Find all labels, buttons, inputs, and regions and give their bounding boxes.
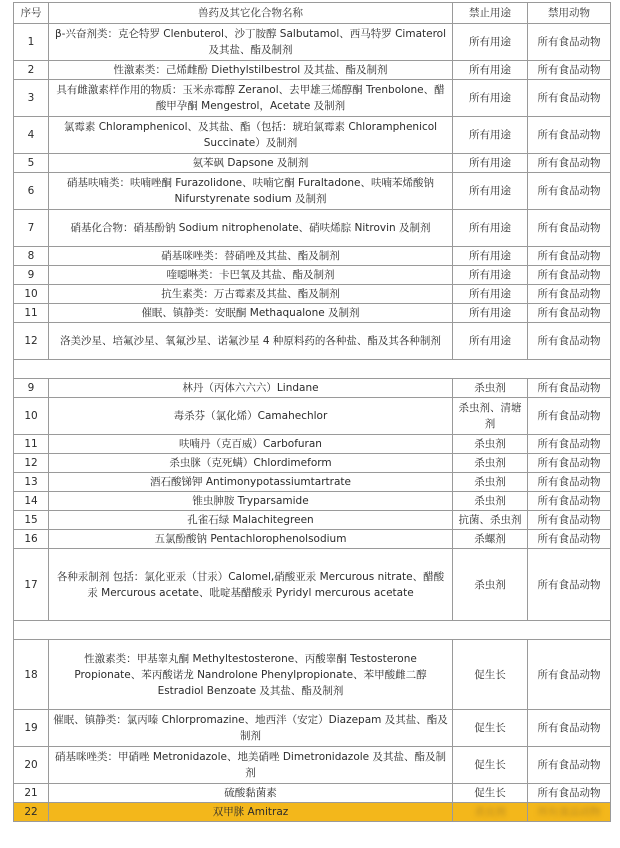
table-row bbox=[14, 323, 611, 360]
row-no: 15 bbox=[14, 511, 49, 530]
row-use: 所有用途 bbox=[453, 323, 528, 360]
table-row bbox=[14, 492, 611, 511]
row-use: 所有用途 bbox=[453, 117, 528, 154]
table-row bbox=[14, 435, 611, 454]
row-no: 22 bbox=[14, 803, 49, 822]
row-no: 1 bbox=[14, 24, 49, 61]
row-name: 呋喃丹（克百威）Carbofuran bbox=[49, 435, 453, 454]
row-name: 氯霉素 Chloramphenicol、及其盐、酯（包括：琥珀氯霉素 Chloramphenicol Succinate）及制剂 bbox=[49, 117, 453, 154]
table-row bbox=[14, 266, 611, 285]
row-use: 所有用途 bbox=[453, 304, 528, 323]
row-no: 3 bbox=[14, 80, 49, 117]
row-no: 8 bbox=[14, 247, 49, 266]
row-use: 抗菌、杀虫剂 bbox=[453, 511, 528, 530]
row-animal: 所有食品动物 bbox=[528, 285, 611, 304]
row-animal: 所有食品动物 bbox=[528, 398, 611, 435]
table-row bbox=[14, 549, 611, 621]
row-no: 16 bbox=[14, 530, 49, 549]
header-no: 序号 bbox=[14, 3, 49, 24]
row-animal: 所有食品动物 bbox=[528, 710, 611, 747]
table-row bbox=[14, 210, 611, 247]
row-animal: 所有食品动物 bbox=[528, 304, 611, 323]
row-name: 酒石酸锑钾 Antimonypotassiumtartrate bbox=[49, 473, 453, 492]
row-use: 所有用途 bbox=[453, 24, 528, 61]
row-animal: 所有食品动物 bbox=[528, 784, 611, 803]
row-use: 杀虫剂 bbox=[453, 379, 528, 398]
section-gap-row bbox=[14, 360, 611, 379]
row-use: 杀虫剂 bbox=[453, 549, 528, 621]
table-row bbox=[14, 24, 611, 61]
row-animal: 所有食品动物 bbox=[528, 530, 611, 549]
row-no: 10 bbox=[14, 285, 49, 304]
row-use: 所有用途 bbox=[453, 247, 528, 266]
row-no: 20 bbox=[14, 747, 49, 784]
row-use: 所有用途 bbox=[453, 154, 528, 173]
row-animal: 所有食品动物 bbox=[528, 454, 611, 473]
row-name: 性激素类：己烯雌酚 Diethylstilbestrol 及其盐、酯及制剂 bbox=[49, 61, 453, 80]
banned-veterinary-drugs-table bbox=[13, 2, 611, 822]
table-row bbox=[14, 80, 611, 117]
row-animal: 所有食品动物 bbox=[528, 803, 611, 822]
row-animal: 所有食品动物 bbox=[528, 61, 611, 80]
table-row bbox=[14, 511, 611, 530]
row-no: 21 bbox=[14, 784, 49, 803]
table-row bbox=[14, 473, 611, 492]
row-animal: 所有食品动物 bbox=[528, 247, 611, 266]
row-animal: 所有食品动物 bbox=[528, 210, 611, 247]
table-row bbox=[14, 454, 611, 473]
table-row bbox=[14, 747, 611, 784]
row-name: 性激素类：甲基睾丸酮 Methyltestosterone、丙酸睾酮 Testosterone Propionate、苯丙酸诺龙 Nandrolone Phenylpropionate、苯甲酸雌二醇 Estradiol Benzoate 及其盐、酯及制剂 bbox=[49, 640, 453, 710]
row-name: 孔雀石绿 Malachitegreen bbox=[49, 511, 453, 530]
row-animal: 所有食品动物 bbox=[528, 266, 611, 285]
row-no: 5 bbox=[14, 154, 49, 173]
row-no: 12 bbox=[14, 323, 49, 360]
row-animal: 所有食品动物 bbox=[528, 747, 611, 784]
row-no: 10 bbox=[14, 398, 49, 435]
header-use: 禁止用途 bbox=[453, 3, 528, 24]
row-animal: 所有食品动物 bbox=[528, 492, 611, 511]
row-use: 杀虫剂 bbox=[453, 435, 528, 454]
table-header-row bbox=[14, 3, 611, 24]
row-use: 所有用途 bbox=[453, 173, 528, 210]
row-name: β-兴奋剂类：克仑特罗 Clenbuterol、沙丁胺醇 Salbutamol、西马特罗 Cimaterol 及其盐、酯及制剂 bbox=[49, 24, 453, 61]
row-no: 17 bbox=[14, 549, 49, 621]
row-use: 所有用途 bbox=[453, 80, 528, 117]
row-no: 18 bbox=[14, 640, 49, 710]
row-use: 促生长 bbox=[453, 784, 528, 803]
row-no: 6 bbox=[14, 173, 49, 210]
table-row bbox=[14, 710, 611, 747]
row-name: 抗生素类：万古霉素及其盐、酯及制剂 bbox=[49, 285, 453, 304]
row-name: 氨苯砜 Dapsone 及制剂 bbox=[49, 154, 453, 173]
row-name: 硝基咪唑类：替硝唑及其盐、酯及制剂 bbox=[49, 247, 453, 266]
header-animal: 禁用动物 bbox=[528, 3, 611, 24]
section-gap-row bbox=[14, 621, 611, 640]
table-row bbox=[14, 247, 611, 266]
row-no: 19 bbox=[14, 710, 49, 747]
row-name: 具有雌激素样作用的物质：玉米赤霉醇 Zeranol、去甲雄三烯醇酮 Trenbolone、醋酸甲孕酮 Mengestrol，Acetate 及制剂 bbox=[49, 80, 453, 117]
row-no: 9 bbox=[14, 266, 49, 285]
row-use: 所有用途 bbox=[453, 210, 528, 247]
row-name: 五氯酚酸钠 Pentachlorophenolsodium bbox=[49, 530, 453, 549]
row-use: 杀虫剂 bbox=[453, 803, 528, 822]
table-row bbox=[14, 379, 611, 398]
row-animal: 所有食品动物 bbox=[528, 640, 611, 710]
row-animal: 所有食品动物 bbox=[528, 117, 611, 154]
row-name: 洛美沙星、培氟沙星、氧氟沙星、诺氟沙星 4 种原料药的各种盐、酯及其各种制剂 bbox=[49, 323, 453, 360]
row-name: 硝基咪唑类：甲硝唑 Metronidazole、地美硝唑 Dimetronidazole 及其盐、酯及制剂 bbox=[49, 747, 453, 784]
row-name: 硝基呋喃类：呋喃唑酮 Furazolidone、呋喃它酮 Furaltadone、呋喃苯烯酸钠 Nifurstyrenate sodium 及制剂 bbox=[49, 173, 453, 210]
table-row bbox=[14, 530, 611, 549]
row-use: 杀螺剂 bbox=[453, 530, 528, 549]
row-animal: 所有食品动物 bbox=[528, 473, 611, 492]
row-name: 硫酸黏菌素 bbox=[49, 784, 453, 803]
row-name: 催眠、镇静类：氯丙嗪 Chlorpromazine、地西泮（安定）Diazepam 及其盐、酯及制剂 bbox=[49, 710, 453, 747]
table-row bbox=[14, 154, 611, 173]
row-no: 9 bbox=[14, 379, 49, 398]
row-name: 催眠、镇静类：安眠酮 Methaqualone 及制剂 bbox=[49, 304, 453, 323]
row-no: 2 bbox=[14, 61, 49, 80]
section-gap-cell bbox=[14, 360, 611, 379]
row-animal: 所有食品动物 bbox=[528, 323, 611, 360]
row-animal: 所有食品动物 bbox=[528, 24, 611, 61]
row-name: 杀虫脒（克死螨）Chlordimeform bbox=[49, 454, 453, 473]
row-no: 11 bbox=[14, 435, 49, 454]
row-name: 毒杀芬（氯化烯）Camahechlor bbox=[49, 398, 453, 435]
row-use: 杀虫剂、清塘剂 bbox=[453, 398, 528, 435]
row-use: 促生长 bbox=[453, 747, 528, 784]
row-use: 所有用途 bbox=[453, 61, 528, 80]
row-no: 13 bbox=[14, 473, 49, 492]
row-name: 双甲脒 Amitraz bbox=[49, 803, 453, 822]
row-no: 7 bbox=[14, 210, 49, 247]
row-use: 杀虫剂 bbox=[453, 492, 528, 511]
row-use: 促生长 bbox=[453, 640, 528, 710]
row-name: 硝基化合物：硝基酚钠 Sodium nitrophenolate、硝呋烯腙 Nitrovin 及制剂 bbox=[49, 210, 453, 247]
row-name: 各种汞制剂 包括：氯化亚汞（甘汞）Calomel,硝酸亚汞 Mercurous nitrate、醋酸汞 Mercurous acetate、吡啶基醋酸汞 Pyridyl mercurous acetate bbox=[49, 549, 453, 621]
table-row-highlighted bbox=[14, 803, 611, 822]
row-use: 所有用途 bbox=[453, 285, 528, 304]
table-row bbox=[14, 640, 611, 710]
row-name: 锥虫胂胺 Tryparsamide bbox=[49, 492, 453, 511]
row-animal: 所有食品动物 bbox=[528, 511, 611, 530]
table-row bbox=[14, 398, 611, 435]
row-name: 林丹（丙体六六六）Lindane bbox=[49, 379, 453, 398]
row-use: 促生长 bbox=[453, 710, 528, 747]
drug-ban-table-wrapper bbox=[13, 2, 610, 822]
table-row bbox=[14, 304, 611, 323]
table-row bbox=[14, 784, 611, 803]
table-row bbox=[14, 117, 611, 154]
table-row bbox=[14, 173, 611, 210]
row-use: 所有用途 bbox=[453, 266, 528, 285]
row-animal: 所有食品动物 bbox=[528, 154, 611, 173]
row-no: 11 bbox=[14, 304, 49, 323]
row-no: 12 bbox=[14, 454, 49, 473]
row-use: 杀虫剂 bbox=[453, 454, 528, 473]
table-row bbox=[14, 285, 611, 304]
table-row bbox=[14, 61, 611, 80]
row-animal: 所有食品动物 bbox=[528, 379, 611, 398]
row-animal: 所有食品动物 bbox=[528, 80, 611, 117]
row-use: 杀虫剂 bbox=[453, 473, 528, 492]
section-gap-cell bbox=[14, 621, 611, 640]
header-name: 兽药及其它化合物名称 bbox=[49, 3, 453, 24]
row-no: 14 bbox=[14, 492, 49, 511]
row-name: 喹噁啉类：卡巴氧及其盐、酯及制剂 bbox=[49, 266, 453, 285]
row-animal: 所有食品动物 bbox=[528, 173, 611, 210]
row-animal: 所有食品动物 bbox=[528, 549, 611, 621]
row-no: 4 bbox=[14, 117, 49, 154]
row-animal: 所有食品动物 bbox=[528, 435, 611, 454]
